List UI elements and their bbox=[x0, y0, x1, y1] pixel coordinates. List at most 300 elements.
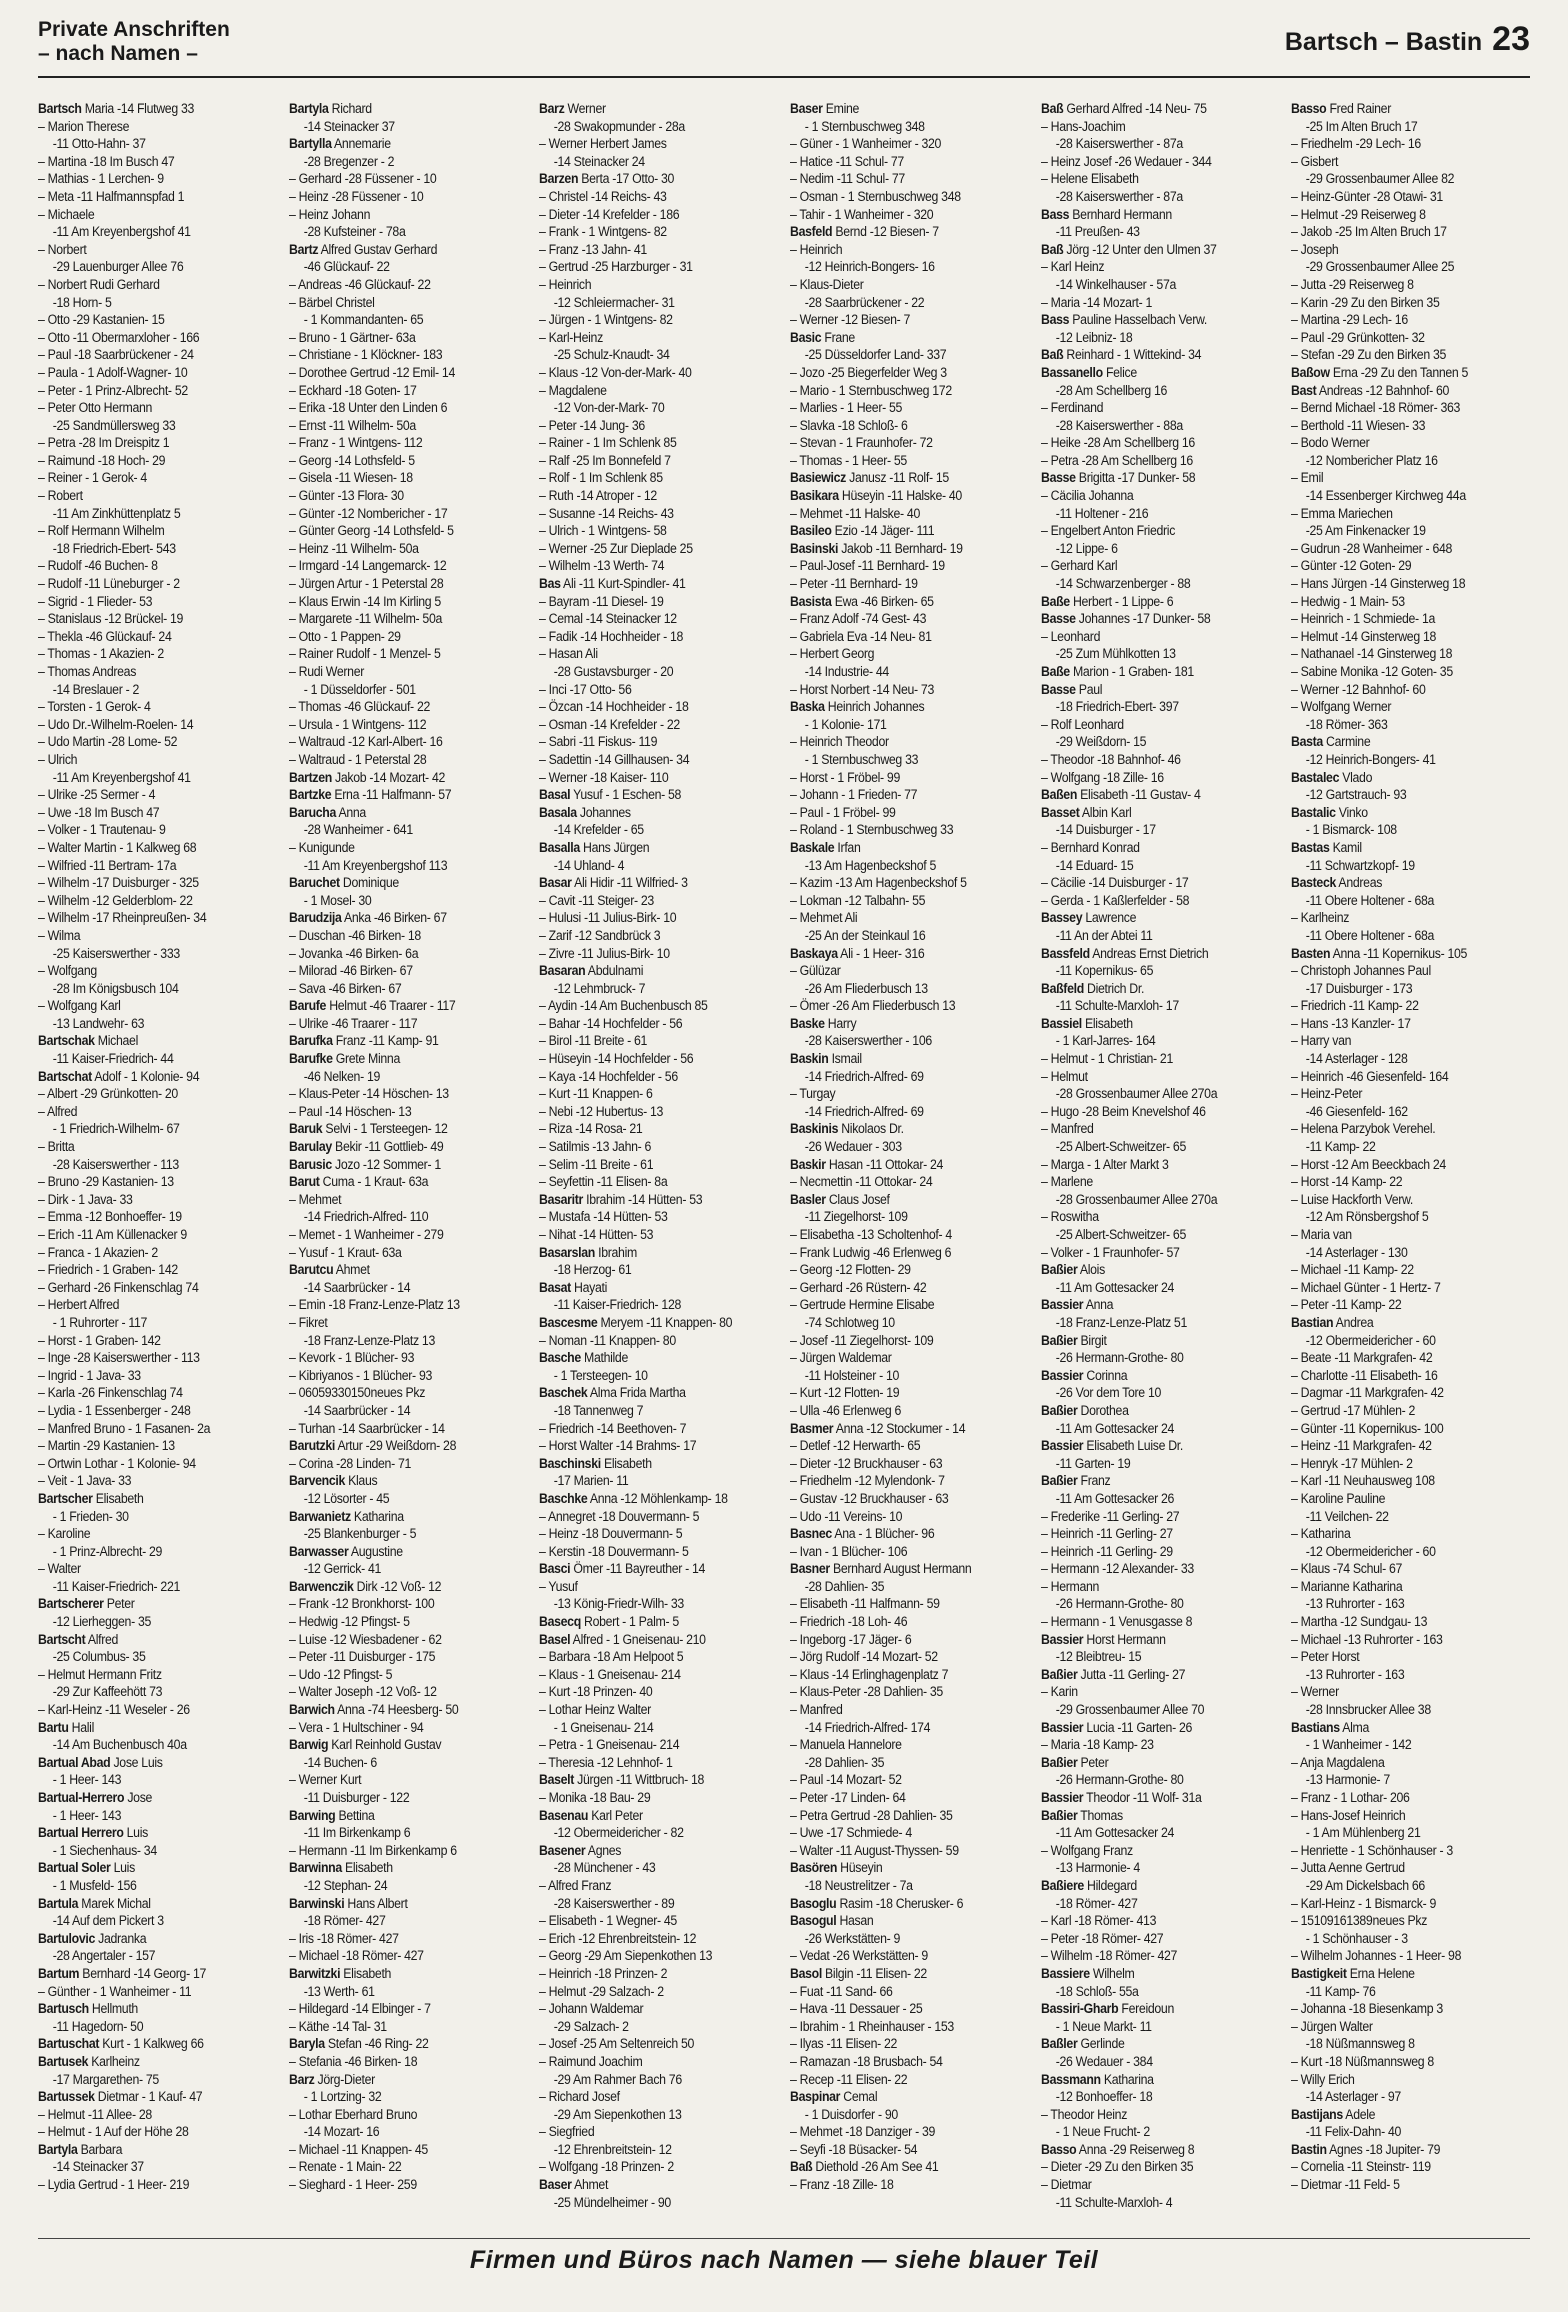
directory-entry-continuation: -12 Stephan- 24 bbox=[303, 1877, 387, 1893]
directory-entry: – Rudolf -11 Lüneburger - 2 bbox=[38, 576, 180, 592]
directory-entry: – Dietmar -11 Feld- 5 bbox=[1291, 2177, 1401, 2193]
entry-details: Jose bbox=[124, 1790, 153, 1805]
directory-entry-continuation: -28 Innsbrucker Allee 38 bbox=[1306, 1702, 1432, 1718]
directory-entry-continuation: -25 Im Alten Bruch 17 bbox=[1306, 118, 1418, 134]
entry-details: Vinko bbox=[1336, 804, 1369, 820]
directory-entry-surname bbox=[1291, 100, 1511, 118]
name-range: Bartsch – Bastin bbox=[1284, 28, 1483, 56]
directory-entry: – Seyfi -18 Büsacker- 54 bbox=[790, 2141, 918, 2157]
directory-entry: – Ortwin Lothar - 1 Kolonie- 94 bbox=[38, 1455, 196, 1471]
directory-entry: – Horst -14 Kamp- 22 bbox=[1291, 1174, 1403, 1190]
directory-entry: – Friedhelm -29 Lech- 16 bbox=[1291, 136, 1422, 152]
surname: Bastin bbox=[1291, 2141, 1328, 2157]
directory-entry-surname bbox=[289, 1895, 509, 1913]
directory-entry: – Werner -18 Kaiser- 110 bbox=[539, 769, 669, 785]
directory-entry-surname bbox=[1291, 874, 1511, 892]
directory-entry: – Heinrich bbox=[790, 241, 843, 257]
directory-entry-surname bbox=[1041, 2035, 1261, 2053]
directory-entry-continuation: -25 Am Finkenacker 19 bbox=[1306, 523, 1426, 539]
directory-entry: – Heinz -28 Füssener - 10 bbox=[288, 188, 424, 204]
directory-entry: – Wilhelm -17 Rheinpreußen- 34 bbox=[38, 910, 207, 926]
directory-entry: – Otto -11 Obermarxloher - 166 bbox=[38, 329, 200, 345]
directory-entry-continuation: -18 Tannenweg 7 bbox=[554, 1402, 644, 1418]
directory-column bbox=[289, 100, 528, 2235]
directory-entry-surname bbox=[1041, 945, 1261, 963]
directory-entry: – Wolfgang -18 Prinzen- 2 bbox=[539, 2159, 675, 2175]
directory-entry-surname bbox=[1041, 311, 1261, 329]
entry-details: Erna Helene bbox=[1346, 1965, 1416, 1981]
directory-entry: – Karl Heinz bbox=[1040, 259, 1104, 275]
entry-details: Marek Michal bbox=[78, 1895, 151, 1911]
directory-entry: – Marion Therese bbox=[38, 118, 130, 134]
directory-entry-surname bbox=[289, 1120, 509, 1138]
entry-details: Agnes bbox=[585, 1842, 622, 1858]
directory-entry-surname bbox=[289, 1736, 509, 1754]
directory-entry-continuation: -29 Grossenbaumer Allee 82 bbox=[1306, 171, 1455, 187]
directory-entry: – Hans -13 Kanzler- 17 bbox=[1291, 1015, 1411, 1031]
directory-entry-surname bbox=[1291, 2106, 1511, 2124]
directory-entry: – Wilhelm Johannes - 1 Heer- 98 bbox=[1291, 1948, 1462, 1964]
directory-entry: – Jozo -25 Biegerfelder Weg 3 bbox=[790, 364, 947, 380]
directory-entry-continuation: -29 Am Rahmer Bach 76 bbox=[554, 2071, 683, 2087]
surname: Basogul bbox=[790, 1913, 837, 1929]
directory-entry: – Raimund -18 Hoch- 29 bbox=[38, 452, 166, 468]
entry-details: Fereidoun bbox=[1117, 2001, 1174, 2017]
directory-entry: – Paul -29 Grünkotten- 32 bbox=[1291, 329, 1426, 345]
directory-entry-continuation: -11 Kamp- 76 bbox=[1306, 1983, 1376, 1999]
directory-entry: – Klaus Erwin -14 Im Kirling 5 bbox=[288, 593, 441, 609]
directory-entry: – Jutta -29 Reiserweg 8 bbox=[1291, 276, 1415, 292]
directory-entry: – Bahar -14 Hochfelder - 56 bbox=[539, 1015, 683, 1031]
directory-entry: – Ibrahim - 1 Rheinhauser - 153 bbox=[790, 2018, 954, 2034]
directory-entry-continuation: -11 Holsteiner - 10 bbox=[804, 1367, 900, 1383]
entry-details: Anna -12 Stockumer - 14 bbox=[833, 1420, 966, 1436]
directory-entry-continuation: - 1 Tersteegen- 10 bbox=[554, 1367, 649, 1383]
entry-details: Franz -11 Kamp- 91 bbox=[332, 1033, 439, 1049]
entry-details: Elisabeth -11 Gustav- 4 bbox=[1076, 787, 1201, 803]
directory-entry: – Ruth -14 Atroper - 12 bbox=[539, 488, 658, 504]
directory-entry: – Horst -12 Am Beeckbach 24 bbox=[1291, 1156, 1447, 1172]
directory-entry: – Turhan -14 Saarbrücker - 14 bbox=[288, 1420, 445, 1436]
directory-entry: – Heinz Josef -26 Wedauer - 344 bbox=[1040, 153, 1212, 169]
directory-entry: – Helmut -14 Ginsterweg 18 bbox=[1291, 628, 1437, 644]
entry-details: Thomas bbox=[1077, 1807, 1123, 1823]
directory-entry-surname bbox=[1041, 364, 1261, 382]
directory-entry-surname bbox=[38, 1631, 258, 1649]
surname: Bartum bbox=[38, 1965, 80, 1981]
directory-entry: – Kurt -11 Knappen- 6 bbox=[539, 1086, 653, 1102]
directory-entry: – Slavka -18 Schloß- 6 bbox=[790, 417, 908, 433]
directory-entry-surname bbox=[539, 1279, 759, 1297]
entry-details: Adolf - 1 Kolonie- 94 bbox=[91, 1068, 200, 1084]
directory-entry-surname bbox=[1041, 1296, 1261, 1314]
directory-entry-surname bbox=[790, 1120, 1010, 1138]
entry-details: Hayati bbox=[571, 1279, 608, 1295]
directory-entry-surname bbox=[289, 997, 509, 1015]
directory-entry-continuation: -25 An der Steinkaul 16 bbox=[804, 927, 926, 943]
directory-entry-surname bbox=[539, 1455, 759, 1473]
directory-entry: – Klaus -12 Von-der-Mark- 40 bbox=[539, 364, 692, 380]
directory-entry-surname bbox=[1041, 1877, 1261, 1895]
directory-entry-continuation: -11 Kaiser-Friedrich- 128 bbox=[554, 1297, 682, 1313]
entry-details: Adele bbox=[1343, 2106, 1376, 2122]
directory-entry: – Helmut -29 Reiserweg 8 bbox=[1291, 206, 1427, 222]
directory-entry-surname bbox=[1041, 241, 1261, 259]
directory-entry: – Cornelia -11 Steinstr- 119 bbox=[1291, 2159, 1432, 2175]
directory-entry-continuation: -11 Garten- 19 bbox=[1055, 1455, 1131, 1471]
directory-entry-continuation: -17 Duisburger - 173 bbox=[1306, 980, 1413, 996]
directory-entry: – Manuela Hannelore bbox=[790, 1737, 902, 1753]
directory-entry-continuation: -18 Franz-Lenze-Platz 13 bbox=[303, 1332, 435, 1348]
entry-details: Hans Jürgen bbox=[580, 839, 650, 855]
directory-entry-continuation: -13 Ruhrorter - 163 bbox=[1306, 1666, 1405, 1682]
directory-entry: – Klaus - 1 Gneisenau- 214 bbox=[539, 1666, 681, 1682]
section-title-line1: Private Anschriften bbox=[38, 18, 230, 41]
directory-entry-surname bbox=[38, 100, 258, 118]
directory-entry-continuation: - 1 Bismarck- 108 bbox=[1306, 822, 1398, 838]
surname: Bartscht bbox=[38, 1631, 86, 1647]
directory-entry-continuation: -14 Friedrich-Alfred- 69 bbox=[804, 1068, 924, 1084]
entry-details: Kurt - 1 Kalkweg 66 bbox=[99, 2036, 204, 2052]
directory-entry-surname bbox=[289, 241, 509, 259]
directory-entry: – Bernhard Konrad bbox=[1040, 839, 1140, 855]
directory-entry-surname bbox=[1041, 1015, 1261, 1033]
directory-entry-continuation: -14 Steinacker 37 bbox=[303, 118, 395, 134]
directory-entry: – Otto -29 Kastanien- 15 bbox=[38, 312, 165, 328]
surname: Bartual-Herrero bbox=[38, 1790, 125, 1805]
surname: Bassiri-Gharb bbox=[1040, 2001, 1118, 2017]
directory-entry: – Cemal -14 Steinacker 12 bbox=[539, 611, 678, 627]
directory-entry: – Harry van bbox=[1291, 1033, 1352, 1049]
directory-entry-surname bbox=[38, 1789, 258, 1807]
directory-entry: – Christiane - 1 Klöckner- 183 bbox=[288, 347, 442, 363]
entry-details: Jürgen -11 Wittbruch- 18 bbox=[574, 1772, 705, 1788]
directory-entry: – Friedrich - 1 Graben- 142 bbox=[38, 1262, 178, 1278]
surname: Baß bbox=[1040, 347, 1063, 363]
directory-entry: – Werner -12 Bahnhof- 60 bbox=[1291, 681, 1426, 697]
directory-entry: – Franz -13 Jahn- 41 bbox=[539, 241, 648, 257]
entry-details: Johannes -17 Dunker- 58 bbox=[1075, 611, 1211, 627]
directory-entry: – Willy Erich bbox=[1291, 2071, 1355, 2087]
directory-entry: – Sabine Monika -12 Goten- 35 bbox=[1291, 664, 1454, 679]
entry-details: Jozo -12 Sommer- 1 bbox=[331, 1156, 441, 1172]
directory-entry: – Roswitha bbox=[1040, 1209, 1099, 1225]
directory-entry-surname bbox=[1041, 1332, 1261, 1350]
directory-entry: – Käthe -14 Tal- 31 bbox=[288, 2018, 387, 2034]
surname: Barutcu bbox=[288, 1262, 333, 1278]
entry-details: Barbara bbox=[77, 2141, 123, 2157]
surname: Barwenczik bbox=[288, 1578, 354, 1594]
surname: Barwinski bbox=[288, 1895, 344, 1911]
directory-entry: – Klaus-Dieter bbox=[790, 276, 864, 292]
directory-entry: – Peter - 1 Prinz-Albrecht- 52 bbox=[38, 382, 188, 398]
entry-details: Harry bbox=[824, 1015, 857, 1031]
directory-column bbox=[1291, 100, 1530, 2235]
directory-entry-continuation: -28 Münchener - 43 bbox=[554, 1860, 656, 1876]
directory-entry-surname bbox=[38, 2088, 258, 2106]
directory-entry: – Michael -11 Kamp- 22 bbox=[1291, 1262, 1415, 1278]
directory-entry-continuation: -28 Am Schellberg 16 bbox=[1055, 382, 1167, 398]
surname: Bas bbox=[539, 576, 561, 592]
directory-entry-continuation: - 1 Karl-Jarres- 164 bbox=[1055, 1033, 1156, 1049]
directory-entry-continuation: -14 Duisburger - 17 bbox=[1055, 822, 1156, 838]
directory-entry-continuation: -28 Gustavsburger - 20 bbox=[554, 664, 674, 679]
directory-entry-surname bbox=[1291, 1965, 1511, 1983]
directory-entry: – Marianne Katharina bbox=[1291, 1578, 1403, 1594]
directory-entry: – Rolf Hermann Wilhelm bbox=[38, 523, 165, 539]
entry-details: Anna bbox=[1082, 1297, 1113, 1313]
entry-details: Pauline Hasselbach Verw. bbox=[1068, 312, 1207, 328]
directory-entry-continuation: -12 Gerrick- 41 bbox=[303, 1561, 381, 1577]
surname: Barwanietz bbox=[288, 1508, 351, 1524]
directory-entry: – Franz Adolf -74 Gest- 43 bbox=[790, 611, 927, 627]
directory-entry-continuation: -29 Zur Kaffeehött 73 bbox=[52, 1684, 163, 1700]
directory-entry-continuation: -28 Wanheimer - 641 bbox=[303, 822, 413, 838]
directory-entry-surname bbox=[539, 1613, 759, 1631]
directory-entry: – Heinrich -18 Prinzen- 2 bbox=[539, 1965, 668, 1981]
directory-entry: – Henriette - 1 Schönhauser - 3 bbox=[1291, 1842, 1454, 1858]
directory-entry: – Karl-Heinz - 1 Bismarck- 9 bbox=[1291, 1895, 1437, 1911]
directory-entry-surname bbox=[289, 769, 509, 787]
directory-entry-surname bbox=[1291, 364, 1511, 382]
directory-entry: – Memet - 1 Wanheimer - 279 bbox=[288, 1227, 444, 1242]
directory-entry-continuation: -13 Werth- 61 bbox=[303, 1983, 375, 1999]
directory-entry: – Horst - 1 Fröbel- 99 bbox=[790, 769, 900, 785]
directory-entry-continuation: -14 Steinacker 24 bbox=[554, 153, 646, 169]
directory-entry: – Hedwig - 1 Main- 53 bbox=[1291, 593, 1406, 609]
directory-entry-continuation: - 1 Friedrich-Wilhelm- 67 bbox=[52, 1121, 180, 1137]
directory-entry: – Wolfgang Franz bbox=[1040, 1842, 1133, 1858]
directory-entry: – Tahir - 1 Wanheimer - 320 bbox=[790, 206, 934, 222]
directory-entry: – Bernd Michael -18 Römer- 363 bbox=[1291, 400, 1461, 416]
directory-entry-surname bbox=[1041, 2071, 1261, 2089]
directory-entry: – Lothar Eberhard Bruno bbox=[288, 2106, 417, 2122]
directory-entry-surname bbox=[790, 469, 1010, 487]
surname: Bastas bbox=[1291, 839, 1330, 855]
surname: Basoglu bbox=[790, 1895, 837, 1911]
entry-details: Dorothea bbox=[1077, 1402, 1129, 1418]
directory-entry-continuation: -28 Angertaler - 157 bbox=[52, 1948, 156, 1964]
surname: Bassmann bbox=[1040, 2071, 1101, 2087]
directory-entry-continuation: -11 Holtener - 216 bbox=[1055, 505, 1148, 521]
directory-entry: – Fikret bbox=[288, 1314, 328, 1330]
surname: Baser bbox=[790, 101, 823, 116]
directory-entry: – Walter bbox=[38, 1561, 81, 1577]
entry-details: Halil bbox=[68, 1719, 95, 1735]
directory-entry-surname bbox=[289, 1701, 509, 1719]
directory-entry: – Satilmis -13 Jahn- 6 bbox=[539, 1139, 652, 1155]
directory-entry: – Mehmet bbox=[288, 1191, 341, 1207]
directory-entry: – Heinz -11 Markgrafen- 42 bbox=[1291, 1438, 1433, 1454]
directory-entry: – Michael Günter - 1 Hertz- 7 bbox=[1291, 1279, 1441, 1295]
directory-entry: – Horst - 1 Graben- 142 bbox=[38, 1332, 161, 1348]
directory-entry-surname bbox=[38, 2141, 258, 2159]
surname: Basal bbox=[539, 787, 571, 803]
surname: Basaritr bbox=[539, 1191, 584, 1207]
surname: Bartual Abad bbox=[38, 1754, 111, 1770]
directory-entry: – Georg -12 Flotten- 29 bbox=[790, 1262, 911, 1278]
directory-entry: – Paul-Josef -11 Bernhard- 19 bbox=[790, 558, 945, 574]
entry-details: Frane bbox=[821, 329, 855, 345]
surname: Baselt bbox=[539, 1772, 575, 1788]
directory-entry-surname bbox=[1041, 1437, 1261, 1455]
entry-details: Jakob -14 Mozart- 42 bbox=[331, 769, 445, 785]
directory-entry-continuation: - 1 Lortzing- 32 bbox=[303, 2089, 382, 2105]
directory-entry: – Dorothee Gertrud -12 Emil- 14 bbox=[288, 364, 455, 380]
directory-entry-continuation: -14 Industrie- 44 bbox=[804, 664, 889, 679]
directory-entry: – 06059330150neues Pkz bbox=[288, 1385, 425, 1401]
surname: Bastians bbox=[1291, 1719, 1341, 1735]
directory-entry: – Franz - 1 Lothar- 206 bbox=[1291, 1790, 1410, 1805]
directory-entry-surname bbox=[1041, 1666, 1261, 1684]
directory-entry: – Paul - 1 Fröbel- 99 bbox=[790, 804, 896, 820]
directory-entry: – Ivan - 1 Blücher- 106 bbox=[790, 1543, 908, 1559]
directory-entry: – Günter -13 Flora- 30 bbox=[288, 488, 404, 504]
directory-entry-surname bbox=[38, 1930, 258, 1948]
directory-entry-continuation: -14 Asterlager - 130 bbox=[1306, 1244, 1408, 1260]
entry-details: Robert - 1 Palm- 5 bbox=[581, 1614, 680, 1630]
surname: Barwitzki bbox=[288, 1965, 340, 1981]
directory-entry-continuation: -12 Am Rönsbergshof 5 bbox=[1306, 1209, 1429, 1225]
surname: Barz bbox=[288, 2071, 315, 2087]
directory-entry-surname bbox=[289, 786, 509, 804]
directory-entry-surname bbox=[1291, 733, 1511, 751]
directory-entry: – Karla -26 Finkenschlag 74 bbox=[38, 1385, 183, 1401]
directory-entry-surname bbox=[38, 1965, 258, 1983]
directory-entry-surname bbox=[790, 1156, 1010, 1174]
entry-details: Jutta -11 Gerling- 27 bbox=[1077, 1666, 1185, 1682]
directory-entry: – Volker - 1 Fraunhofer- 57 bbox=[1040, 1244, 1180, 1260]
directory-entry: – Stevan - 1 Fraunhofer- 72 bbox=[790, 435, 933, 451]
surname: Basche bbox=[539, 1350, 582, 1366]
surname: Bastalec bbox=[1291, 769, 1340, 785]
directory-entry-surname bbox=[38, 1032, 258, 1050]
directory-entry-continuation: -14 Schwarzenberger - 88 bbox=[1055, 576, 1191, 592]
directory-entry: – Walter Joseph -12 Voß- 12 bbox=[288, 1684, 437, 1700]
surname: Baßler bbox=[1040, 2036, 1078, 2052]
directory-entry-surname bbox=[289, 1965, 509, 1983]
entry-details: Elisabeth bbox=[339, 1965, 391, 1981]
directory-entry: – Lydia - 1 Essenberger - 248 bbox=[38, 1402, 191, 1418]
directory-entry: – Magdalene bbox=[539, 382, 608, 398]
entry-details: Felice bbox=[1102, 364, 1137, 380]
directory-entry-continuation: - 1 Düsseldorfer - 501 bbox=[303, 681, 416, 697]
surname: Bartu bbox=[38, 1719, 69, 1735]
entry-details: Anna -12 Möhlenkamp- 18 bbox=[587, 1490, 728, 1506]
directory-entry: – Werner -25 Zur Dieplade 25 bbox=[539, 540, 694, 556]
directory-entry: – Petra Gertrud -28 Dahlien- 35 bbox=[790, 1807, 953, 1823]
directory-entry-surname bbox=[790, 1420, 1010, 1438]
entry-details: Luis bbox=[110, 1860, 135, 1876]
directory-entry: – Udo Martin -28 Lome- 52 bbox=[38, 734, 178, 750]
directory-entry-surname bbox=[790, 698, 1010, 716]
surname: Baße bbox=[1040, 593, 1070, 609]
entry-details: Marion - 1 Graben- 181 bbox=[1069, 664, 1194, 679]
entry-details: Ewa -46 Birken- 65 bbox=[831, 593, 934, 609]
directory-entry: – Corina -28 Linden- 71 bbox=[288, 1455, 411, 1471]
directory-entry: – Bodo Werner bbox=[1291, 435, 1370, 451]
directory-entry: – Henryk -17 Mühlen- 2 bbox=[1291, 1455, 1413, 1471]
directory-entry: – Hüseyin -14 Hochfelder - 56 bbox=[539, 1051, 694, 1067]
directory-entry-continuation: -29 Weißdorn- 15 bbox=[1055, 734, 1146, 750]
surname: Bassier bbox=[1040, 1438, 1083, 1454]
entry-details: Ibrahim bbox=[595, 1244, 638, 1260]
directory-entry: – Seyfettin -11 Elisen- 8a bbox=[539, 1174, 668, 1190]
directory-entry: – Inge -28 Kaiserswerther - 113 bbox=[38, 1350, 200, 1366]
directory-entry: – Heike -28 Am Schellberg 16 bbox=[1040, 435, 1195, 451]
directory-entry: – Heinz-Peter bbox=[1291, 1086, 1363, 1102]
directory-entry: – Wilhelm -18 Römer- 427 bbox=[1040, 1948, 1177, 1964]
directory-entry: – Jörg Rudolf -14 Mozart- 52 bbox=[790, 1649, 938, 1665]
directory-entry-surname bbox=[790, 839, 1010, 857]
surname: Bartzen bbox=[288, 769, 332, 785]
directory-entry: – Britta bbox=[38, 1139, 75, 1155]
surname: Basinski bbox=[790, 540, 839, 556]
directory-entry: – Werner Herbert James bbox=[539, 136, 667, 152]
directory-entry: – Peter Otto Hermann bbox=[38, 400, 153, 416]
directory-entry: – Zivre -11 Julius-Birk- 10 bbox=[539, 945, 671, 961]
directory-entry-surname bbox=[289, 874, 509, 892]
entry-details: Bernd -12 Biesen- 7 bbox=[832, 224, 939, 240]
directory-entry-continuation: -26 Hermann-Grothe- 80 bbox=[1055, 1772, 1184, 1788]
surname: Basse bbox=[1040, 470, 1076, 486]
directory-entry: – Fuat -11 Sand- 66 bbox=[790, 1983, 893, 1999]
directory-entry: – Herbert Georg bbox=[790, 646, 875, 662]
directory-entry-surname bbox=[1041, 980, 1261, 998]
directory-entry: – Iris -18 Römer- 427 bbox=[288, 1930, 399, 1946]
directory-entry: – Jürgen Artur - 1 Peterstal 28 bbox=[288, 576, 444, 592]
surname: Baßfeld bbox=[1040, 980, 1084, 996]
directory-entry: – Karl -11 Neuhausweg 108 bbox=[1291, 1473, 1436, 1489]
directory-entry: – Peter -14 Jung- 36 bbox=[539, 417, 646, 433]
directory-entry-surname bbox=[1041, 2000, 1261, 2018]
directory-entry: – Susanne -14 Reichs- 43 bbox=[539, 505, 675, 521]
directory-entry: – Wolfgang bbox=[38, 963, 97, 979]
directory-entry-surname bbox=[1041, 346, 1261, 364]
directory-entry: – Annegret -18 Douvermann- 5 bbox=[539, 1508, 700, 1524]
directory-entry-surname bbox=[289, 1050, 509, 1068]
directory-entry-continuation: -18 Friedrich-Ebert- 543 bbox=[52, 540, 176, 556]
directory-entry: – 15109161389neues Pkz bbox=[1291, 1913, 1428, 1929]
entry-details: Annemarie bbox=[331, 136, 391, 152]
surname: Baßier bbox=[1040, 1332, 1078, 1348]
surname: Basar bbox=[539, 875, 572, 891]
surname: Bassier bbox=[1040, 1367, 1083, 1383]
surname: Baskir bbox=[790, 1156, 826, 1172]
entry-details: Alfred Gustav Gerhard bbox=[317, 241, 437, 257]
directory-entry: – Johann - 1 Frieden- 77 bbox=[790, 787, 918, 803]
directory-entry: – Rolf Leonhard bbox=[1040, 716, 1124, 732]
directory-entry-surname bbox=[1291, 2141, 1511, 2159]
directory-entry-surname bbox=[539, 2176, 759, 2194]
directory-columns bbox=[38, 100, 1530, 2235]
directory-entry-surname bbox=[790, 223, 1010, 241]
directory-entry: – Maria -14 Mozart- 1 bbox=[1040, 294, 1152, 310]
surname: Bassey bbox=[1040, 910, 1082, 926]
directory-entry-surname bbox=[1041, 469, 1261, 487]
directory-entry: – Michael -13 Ruhrorter - 163 bbox=[1291, 1631, 1443, 1647]
directory-entry: – Güner - 1 Wanheimer - 320 bbox=[790, 136, 942, 152]
directory-entry-surname bbox=[1041, 1472, 1261, 1490]
directory-entry-continuation: -11 Am Kreyenbergshof 41 bbox=[52, 769, 191, 785]
surname: Bascesme bbox=[539, 1314, 598, 1330]
surname: Barutzki bbox=[288, 1438, 335, 1454]
surname: Bartuschat bbox=[38, 2036, 100, 2052]
directory-entry: – Uwe -18 Im Busch 47 bbox=[38, 804, 160, 820]
directory-entry-surname bbox=[289, 1508, 509, 1526]
directory-entry: – Günther - 1 Wanheimer - 11 bbox=[38, 1983, 192, 1999]
directory-entry: – Gertrude Hermine Elisabe bbox=[790, 1297, 935, 1313]
